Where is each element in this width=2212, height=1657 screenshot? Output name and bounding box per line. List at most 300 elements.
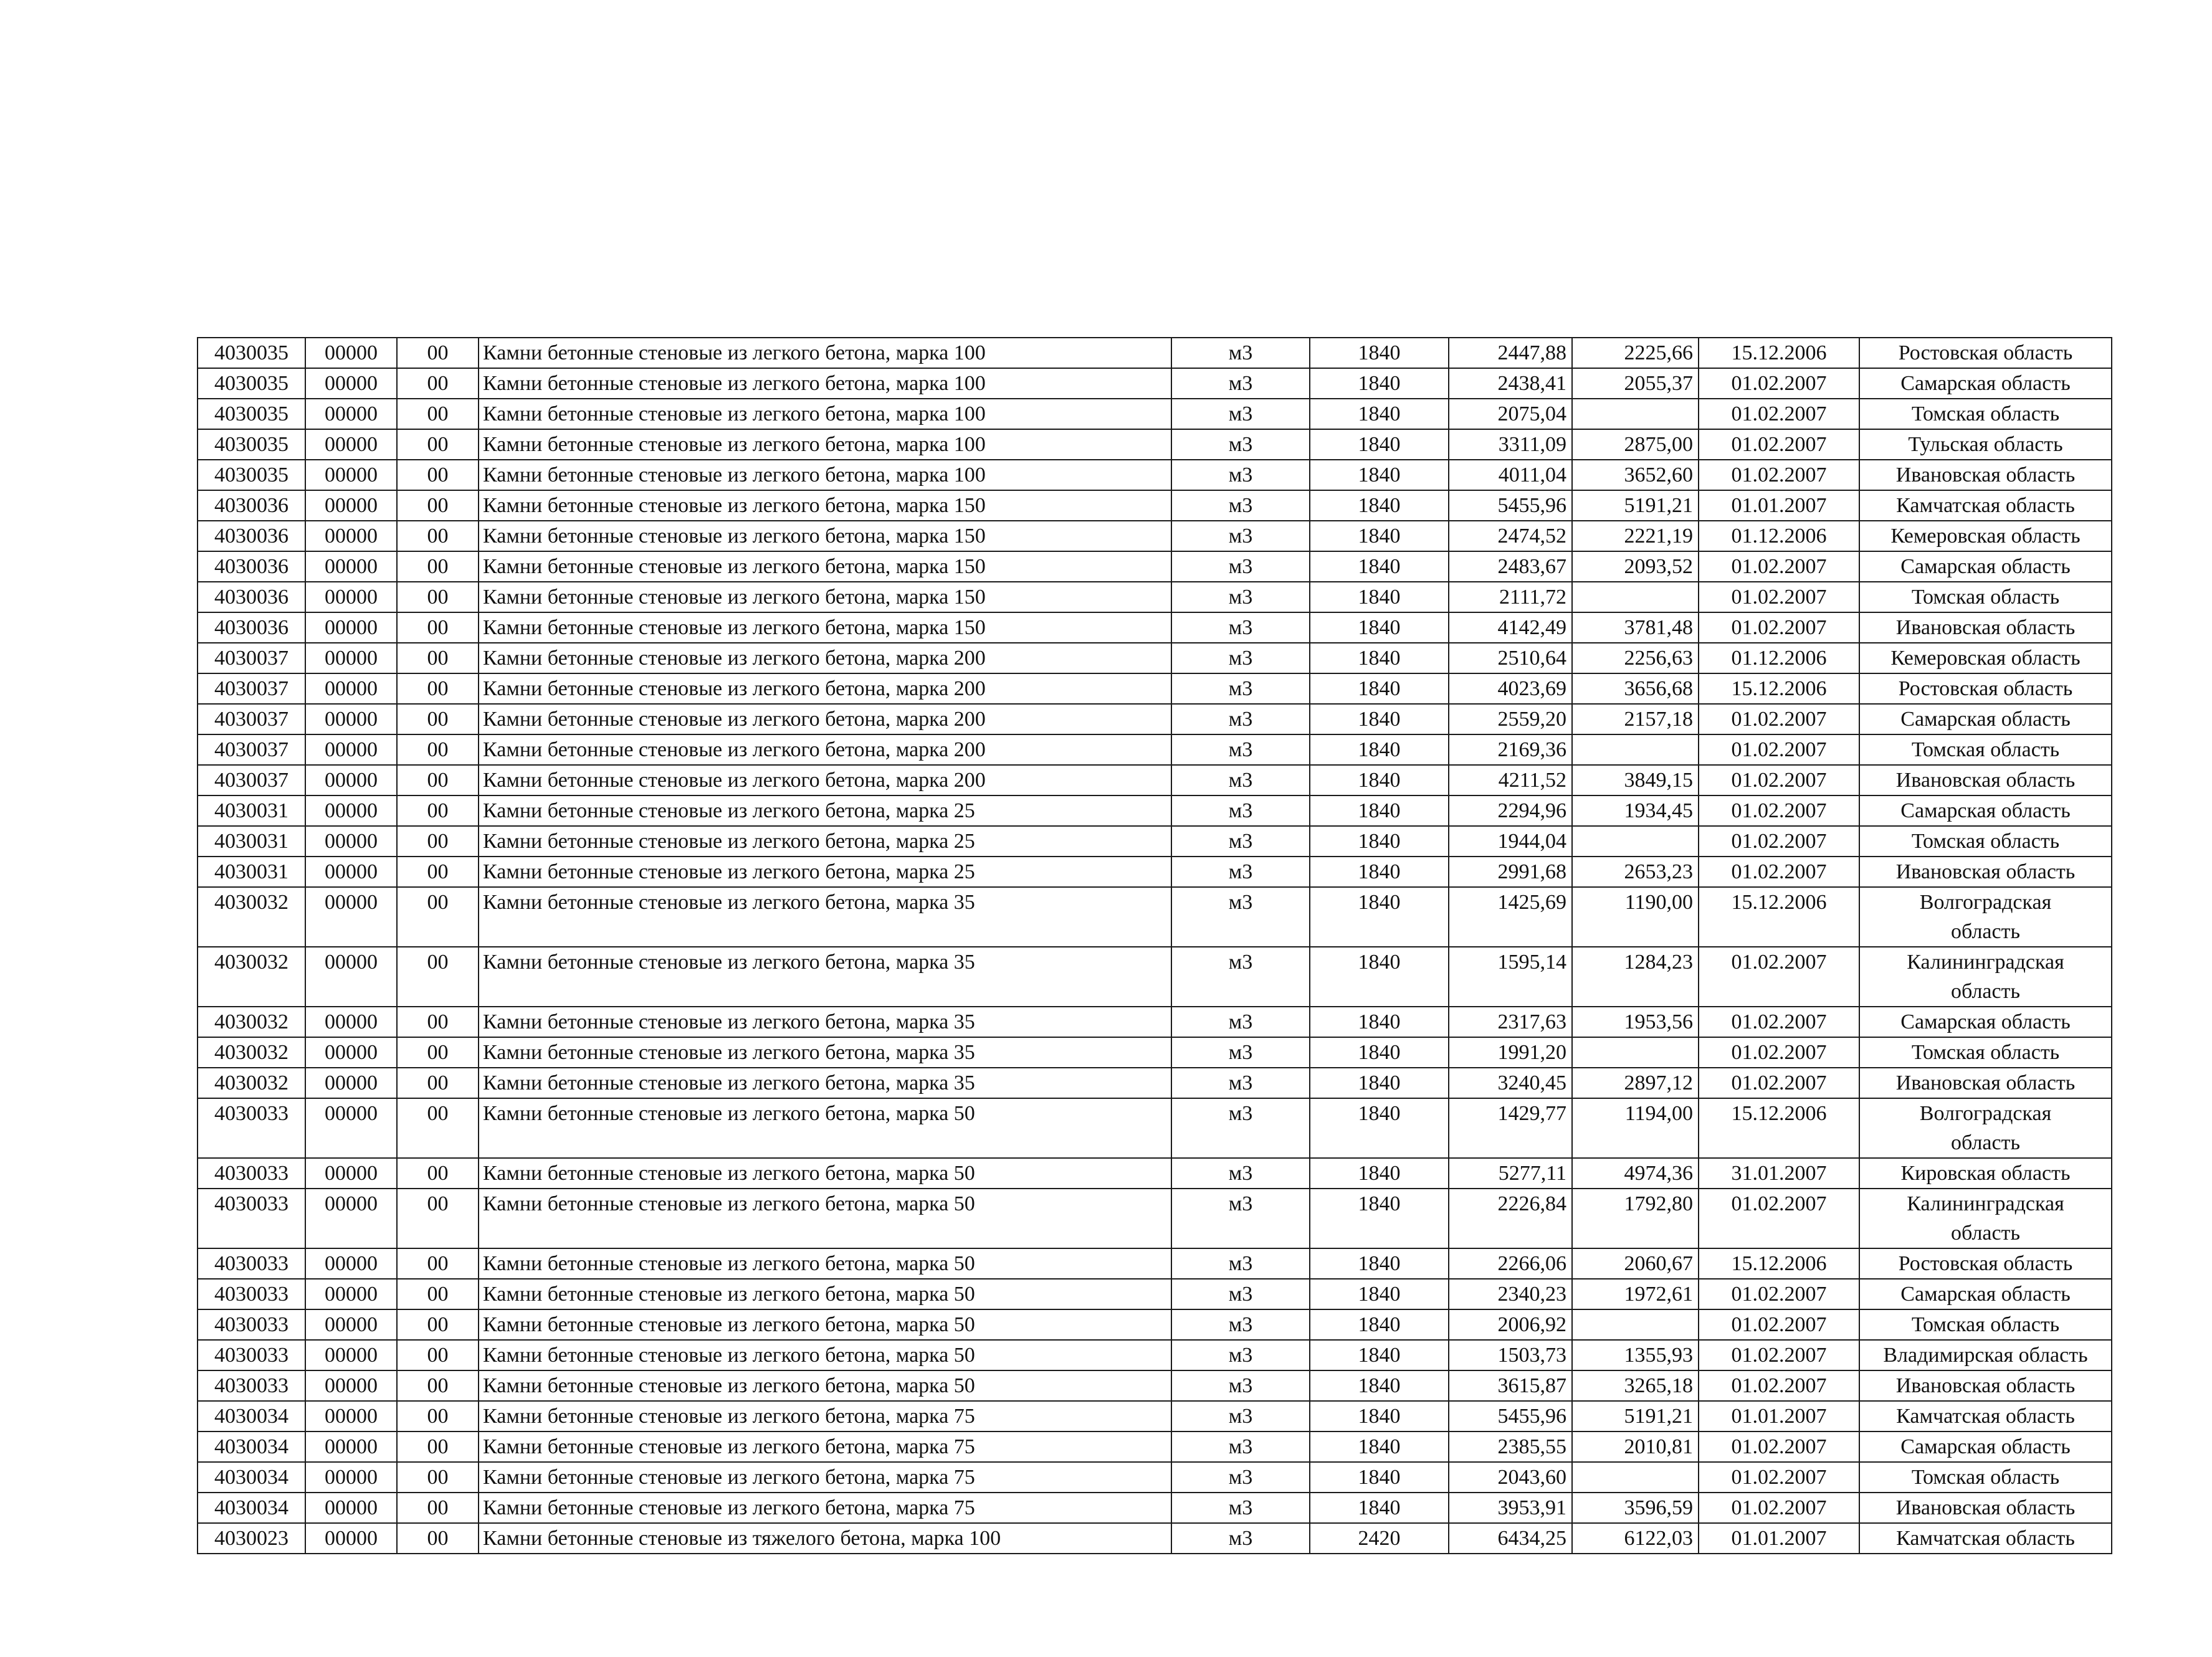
region-cell: Кировская область xyxy=(1859,1158,2112,1189)
price-without-vat-cell: 2256,63 xyxy=(1572,643,1699,673)
index-cell: 00 xyxy=(397,1248,479,1279)
date-cell: 01.02.2007 xyxy=(1699,826,1859,857)
date-cell: 01.01.2007 xyxy=(1699,1401,1859,1431)
item-code-cell: 4030036 xyxy=(198,551,305,582)
subcode-cell: 00000 xyxy=(305,704,397,734)
price-with-vat-cell: 3311,09 xyxy=(1449,429,1572,460)
material-name-cell: Камни бетонные стеновые из тяжелого бетона, марка 100 xyxy=(479,1523,1171,1554)
index-cell: 00 xyxy=(397,1309,479,1340)
date-cell: 01.02.2007 xyxy=(1699,1037,1859,1068)
region-cell: Самарская область xyxy=(1859,1007,2112,1037)
okp-code-cell: 1840 xyxy=(1310,399,1449,429)
price-without-vat-cell xyxy=(1572,1462,1699,1493)
material-name-cell: Камни бетонные стеновые из легкого бетона, марка 150 xyxy=(479,490,1171,521)
table-row xyxy=(198,857,2112,887)
okp-code-cell: 1840 xyxy=(1310,1189,1449,1248)
price-with-vat-cell: 2438,41 xyxy=(1449,368,1572,399)
subcode-cell: 00000 xyxy=(305,1098,397,1158)
date-cell: 01.02.2007 xyxy=(1699,947,1859,1007)
item-code-cell: 4030035 xyxy=(198,338,305,368)
price-with-vat-cell: 1425,69 xyxy=(1449,887,1572,947)
unit-cell: м3 xyxy=(1171,857,1310,887)
index-cell: 00 xyxy=(397,1189,479,1248)
region-cell: Калининградская область xyxy=(1859,1189,2112,1248)
material-name-cell: Камни бетонные стеновые из легкого бетона, марка 100 xyxy=(479,460,1171,490)
price-without-vat-cell xyxy=(1572,1037,1699,1068)
price-without-vat-cell: 3849,15 xyxy=(1572,765,1699,795)
index-cell: 00 xyxy=(397,673,479,704)
table-row xyxy=(198,1309,2112,1340)
date-cell: 15.12.2006 xyxy=(1699,673,1859,704)
okp-code-cell: 1840 xyxy=(1310,1340,1449,1370)
material-name-cell: Камни бетонные стеновые из легкого бетона, марка 35 xyxy=(479,1007,1171,1037)
unit-cell: м3 xyxy=(1171,673,1310,704)
okp-code-cell: 1840 xyxy=(1310,1309,1449,1340)
price-with-vat-cell: 2006,92 xyxy=(1449,1309,1572,1340)
price-with-vat-cell: 2385,55 xyxy=(1449,1431,1572,1462)
region-cell: Томская область xyxy=(1859,399,2112,429)
unit-cell: м3 xyxy=(1171,1431,1310,1462)
index-cell: 00 xyxy=(397,1068,479,1098)
unit-cell: м3 xyxy=(1171,826,1310,857)
material-name-cell: Камни бетонные стеновые из легкого бетона, марка 200 xyxy=(479,643,1171,673)
table-row xyxy=(198,429,2112,460)
okp-code-cell: 1840 xyxy=(1310,1462,1449,1493)
item-code-cell: 4030035 xyxy=(198,429,305,460)
region-cell: Самарская область xyxy=(1859,1431,2112,1462)
subcode-cell: 00000 xyxy=(305,582,397,612)
material-name-cell: Камни бетонные стеновые из легкого бетона, марка 75 xyxy=(479,1431,1171,1462)
price-with-vat-cell: 2317,63 xyxy=(1449,1007,1572,1037)
okp-code-cell: 1840 xyxy=(1310,612,1449,643)
table-row xyxy=(198,947,2112,1007)
unit-cell: м3 xyxy=(1171,1037,1310,1068)
item-code-cell: 4030037 xyxy=(198,765,305,795)
item-code-cell: 4030035 xyxy=(198,399,305,429)
subcode-cell: 00000 xyxy=(305,673,397,704)
unit-cell: м3 xyxy=(1171,1493,1310,1523)
region-cell: Ростовская область xyxy=(1859,673,2112,704)
region-cell: Ивановская область xyxy=(1859,1068,2112,1098)
item-code-cell: 4030037 xyxy=(198,673,305,704)
price-without-vat-cell xyxy=(1572,399,1699,429)
unit-cell: м3 xyxy=(1171,765,1310,795)
table-row xyxy=(198,1523,2112,1554)
date-cell: 01.02.2007 xyxy=(1699,612,1859,643)
region-cell: Томская область xyxy=(1859,582,2112,612)
price-without-vat-cell: 2093,52 xyxy=(1572,551,1699,582)
price-with-vat-cell: 2226,84 xyxy=(1449,1189,1572,1248)
item-code-cell: 4030031 xyxy=(198,795,305,826)
unit-cell: м3 xyxy=(1171,1279,1310,1309)
unit-cell: м3 xyxy=(1171,1523,1310,1554)
subcode-cell: 00000 xyxy=(305,338,397,368)
date-cell: 31.01.2007 xyxy=(1699,1158,1859,1189)
price-with-vat-cell: 5277,11 xyxy=(1449,1158,1572,1189)
subcode-cell: 00000 xyxy=(305,826,397,857)
region-cell: Самарская область xyxy=(1859,551,2112,582)
date-cell: 01.02.2007 xyxy=(1699,1340,1859,1370)
price-with-vat-cell: 2447,88 xyxy=(1449,338,1572,368)
index-cell: 00 xyxy=(397,490,479,521)
date-cell: 01.02.2007 xyxy=(1699,1370,1859,1401)
subcode-cell: 00000 xyxy=(305,1309,397,1340)
okp-code-cell: 1840 xyxy=(1310,582,1449,612)
price-without-vat-cell xyxy=(1572,1309,1699,1340)
price-with-vat-cell: 3615,87 xyxy=(1449,1370,1572,1401)
unit-cell: м3 xyxy=(1171,399,1310,429)
subcode-cell: 00000 xyxy=(305,1370,397,1401)
item-code-cell: 4030032 xyxy=(198,1007,305,1037)
price-without-vat-cell: 5191,21 xyxy=(1572,490,1699,521)
unit-cell: м3 xyxy=(1171,490,1310,521)
item-code-cell: 4030032 xyxy=(198,1068,305,1098)
subcode-cell: 00000 xyxy=(305,1037,397,1068)
price-without-vat-cell: 1792,80 xyxy=(1572,1189,1699,1248)
unit-cell: м3 xyxy=(1171,1370,1310,1401)
okp-code-cell: 1840 xyxy=(1310,947,1449,1007)
table-row xyxy=(198,1158,2112,1189)
price-without-vat-cell: 1953,56 xyxy=(1572,1007,1699,1037)
price-with-vat-cell: 2075,04 xyxy=(1449,399,1572,429)
price-without-vat-cell: 2653,23 xyxy=(1572,857,1699,887)
item-code-cell: 4030036 xyxy=(198,521,305,551)
table-row xyxy=(198,551,2112,582)
subcode-cell: 00000 xyxy=(305,887,397,947)
region-cell: Ивановская область xyxy=(1859,1493,2112,1523)
region-cell: Кемеровская область xyxy=(1859,643,2112,673)
price-without-vat-cell: 1194,00 xyxy=(1572,1098,1699,1158)
price-without-vat-cell: 2055,37 xyxy=(1572,368,1699,399)
region-cell: Ростовская область xyxy=(1859,1248,2112,1279)
subcode-cell: 00000 xyxy=(305,1279,397,1309)
region-cell: Камчатская область xyxy=(1859,1523,2112,1554)
index-cell: 00 xyxy=(397,1431,479,1462)
price-without-vat-cell: 2010,81 xyxy=(1572,1431,1699,1462)
table-row xyxy=(198,1462,2112,1493)
subcode-cell: 00000 xyxy=(305,368,397,399)
material-name-cell: Камни бетонные стеновые из легкого бетона, марка 25 xyxy=(479,795,1171,826)
table-row xyxy=(198,612,2112,643)
price-without-vat-cell xyxy=(1572,582,1699,612)
material-name-cell: Камни бетонные стеновые из легкого бетона, марка 100 xyxy=(479,338,1171,368)
index-cell: 00 xyxy=(397,643,479,673)
region-cell: Владимирская область xyxy=(1859,1340,2112,1370)
material-name-cell: Камни бетонные стеновые из легкого бетона, марка 35 xyxy=(479,887,1171,947)
subcode-cell: 00000 xyxy=(305,765,397,795)
subcode-cell: 00000 xyxy=(305,734,397,765)
item-code-cell: 4030036 xyxy=(198,582,305,612)
date-cell: 01.02.2007 xyxy=(1699,795,1859,826)
unit-cell: м3 xyxy=(1171,429,1310,460)
index-cell: 00 xyxy=(397,338,479,368)
table-row xyxy=(198,399,2112,429)
date-cell: 01.12.2006 xyxy=(1699,643,1859,673)
region-cell: Калининградская область xyxy=(1859,947,2112,1007)
date-cell: 01.02.2007 xyxy=(1699,765,1859,795)
material-name-cell: Камни бетонные стеновые из легкого бетона, марка 150 xyxy=(479,551,1171,582)
subcode-cell: 00000 xyxy=(305,1431,397,1462)
item-code-cell: 4030037 xyxy=(198,643,305,673)
price-with-vat-cell: 4023,69 xyxy=(1449,673,1572,704)
price-without-vat-cell: 6122,03 xyxy=(1572,1523,1699,1554)
index-cell: 00 xyxy=(397,1401,479,1431)
price-with-vat-cell: 4011,04 xyxy=(1449,460,1572,490)
item-code-cell: 4030033 xyxy=(198,1309,305,1340)
okp-code-cell: 1840 xyxy=(1310,1037,1449,1068)
subcode-cell: 00000 xyxy=(305,947,397,1007)
price-without-vat-cell: 3265,18 xyxy=(1572,1370,1699,1401)
price-with-vat-cell: 5455,96 xyxy=(1449,1401,1572,1431)
price-without-vat-cell: 3656,68 xyxy=(1572,673,1699,704)
index-cell: 00 xyxy=(397,704,479,734)
unit-cell: м3 xyxy=(1171,1340,1310,1370)
subcode-cell: 00000 xyxy=(305,612,397,643)
date-cell: 15.12.2006 xyxy=(1699,338,1859,368)
item-code-cell: 4030033 xyxy=(198,1248,305,1279)
unit-cell: м3 xyxy=(1171,460,1310,490)
okp-code-cell: 1840 xyxy=(1310,857,1449,887)
index-cell: 00 xyxy=(397,1462,479,1493)
unit-cell: м3 xyxy=(1171,612,1310,643)
price-with-vat-cell: 6434,25 xyxy=(1449,1523,1572,1554)
subcode-cell: 00000 xyxy=(305,1189,397,1248)
index-cell: 00 xyxy=(397,1523,479,1554)
index-cell: 00 xyxy=(397,460,479,490)
unit-cell: м3 xyxy=(1171,1007,1310,1037)
date-cell: 01.02.2007 xyxy=(1699,1007,1859,1037)
okp-code-cell: 1840 xyxy=(1310,1158,1449,1189)
index-cell: 00 xyxy=(397,1158,479,1189)
unit-cell: м3 xyxy=(1171,887,1310,947)
date-cell: 01.02.2007 xyxy=(1699,582,1859,612)
date-cell: 01.02.2007 xyxy=(1699,1493,1859,1523)
okp-code-cell: 1840 xyxy=(1310,1493,1449,1523)
okp-code-cell: 1840 xyxy=(1310,338,1449,368)
okp-code-cell: 1840 xyxy=(1310,521,1449,551)
index-cell: 00 xyxy=(397,1340,479,1370)
material-name-cell: Камни бетонные стеновые из легкого бетона, марка 50 xyxy=(479,1248,1171,1279)
table-row xyxy=(198,582,2112,612)
price-with-vat-cell: 4211,52 xyxy=(1449,765,1572,795)
table-row xyxy=(198,1340,2112,1370)
table-row xyxy=(198,1007,2112,1037)
price-without-vat-cell xyxy=(1572,826,1699,857)
item-code-cell: 4030033 xyxy=(198,1279,305,1309)
subcode-cell: 00000 xyxy=(305,551,397,582)
region-cell: Волгоградская область xyxy=(1859,887,2112,947)
subcode-cell: 00000 xyxy=(305,1493,397,1523)
subcode-cell: 00000 xyxy=(305,521,397,551)
item-code-cell: 4030031 xyxy=(198,826,305,857)
material-name-cell: Камни бетонные стеновые из легкого бетона, марка 50 xyxy=(479,1279,1171,1309)
material-name-cell: Камни бетонные стеновые из легкого бетона, марка 200 xyxy=(479,765,1171,795)
table-row xyxy=(198,765,2112,795)
unit-cell: м3 xyxy=(1171,1098,1310,1158)
index-cell: 00 xyxy=(397,857,479,887)
region-cell: Ивановская область xyxy=(1859,612,2112,643)
index-cell: 00 xyxy=(397,429,479,460)
price-with-vat-cell: 2294,96 xyxy=(1449,795,1572,826)
date-cell: 15.12.2006 xyxy=(1699,1248,1859,1279)
okp-code-cell: 1840 xyxy=(1310,1007,1449,1037)
okp-code-cell: 1840 xyxy=(1310,1279,1449,1309)
region-cell: Томская область xyxy=(1859,1462,2112,1493)
unit-cell: м3 xyxy=(1171,582,1310,612)
price-without-vat-cell: 5191,21 xyxy=(1572,1401,1699,1431)
subcode-cell: 00000 xyxy=(305,1340,397,1370)
material-name-cell: Камни бетонные стеновые из легкого бетона, марка 50 xyxy=(479,1189,1171,1248)
unit-cell: м3 xyxy=(1171,704,1310,734)
okp-code-cell: 1840 xyxy=(1310,1431,1449,1462)
index-cell: 00 xyxy=(397,1370,479,1401)
okp-code-cell: 1840 xyxy=(1310,1098,1449,1158)
okp-code-cell: 1840 xyxy=(1310,795,1449,826)
table-row xyxy=(198,1279,2112,1309)
item-code-cell: 4030032 xyxy=(198,947,305,1007)
okp-code-cell: 1840 xyxy=(1310,1370,1449,1401)
region-cell: Самарская область xyxy=(1859,704,2112,734)
date-cell: 15.12.2006 xyxy=(1699,887,1859,947)
index-cell: 00 xyxy=(397,1279,479,1309)
index-cell: 00 xyxy=(397,795,479,826)
price-with-vat-cell: 1429,77 xyxy=(1449,1098,1572,1158)
region-cell: Томская область xyxy=(1859,826,2112,857)
table-row xyxy=(198,795,2112,826)
index-cell: 00 xyxy=(397,612,479,643)
region-cell: Ивановская область xyxy=(1859,857,2112,887)
index-cell: 00 xyxy=(397,582,479,612)
region-cell: Томская область xyxy=(1859,1309,2112,1340)
table-row xyxy=(198,338,2112,368)
price-with-vat-cell: 1944,04 xyxy=(1449,826,1572,857)
okp-code-cell: 1840 xyxy=(1310,1248,1449,1279)
price-with-vat-cell: 2340,23 xyxy=(1449,1279,1572,1309)
table-row xyxy=(198,1098,2112,1158)
item-code-cell: 4030033 xyxy=(198,1098,305,1158)
material-name-cell: Камни бетонные стеновые из легкого бетона, марка 200 xyxy=(479,673,1171,704)
okp-code-cell: 1840 xyxy=(1310,673,1449,704)
material-name-cell: Камни бетонные стеновые из легкого бетона, марка 150 xyxy=(479,612,1171,643)
subcode-cell: 00000 xyxy=(305,399,397,429)
item-code-cell: 4030031 xyxy=(198,857,305,887)
price-with-vat-cell: 5455,96 xyxy=(1449,490,1572,521)
table-row xyxy=(198,826,2112,857)
table-row xyxy=(198,704,2112,734)
item-code-cell: 4030033 xyxy=(198,1158,305,1189)
material-name-cell: Камни бетонные стеновые из легкого бетона, марка 50 xyxy=(479,1098,1171,1158)
price-with-vat-cell: 2483,67 xyxy=(1449,551,1572,582)
unit-cell: м3 xyxy=(1171,1309,1310,1340)
subcode-cell: 00000 xyxy=(305,1158,397,1189)
table-row xyxy=(198,490,2112,521)
item-code-cell: 4030034 xyxy=(198,1401,305,1431)
date-cell: 01.02.2007 xyxy=(1699,734,1859,765)
subcode-cell: 00000 xyxy=(305,1068,397,1098)
unit-cell: м3 xyxy=(1171,1401,1310,1431)
date-cell: 01.02.2007 xyxy=(1699,1189,1859,1248)
okp-code-cell: 1840 xyxy=(1310,826,1449,857)
item-code-cell: 4030035 xyxy=(198,460,305,490)
index-cell: 00 xyxy=(397,765,479,795)
item-code-cell: 4030034 xyxy=(198,1493,305,1523)
date-cell: 01.02.2007 xyxy=(1699,1309,1859,1340)
price-without-vat-cell: 2060,67 xyxy=(1572,1248,1699,1279)
item-code-cell: 4030033 xyxy=(198,1340,305,1370)
table-row xyxy=(198,1037,2112,1068)
subcode-cell: 00000 xyxy=(305,1007,397,1037)
region-cell: Камчатская область xyxy=(1859,490,2112,521)
date-cell: 01.02.2007 xyxy=(1699,551,1859,582)
date-cell: 01.02.2007 xyxy=(1699,857,1859,887)
unit-cell: м3 xyxy=(1171,1068,1310,1098)
material-name-cell: Камни бетонные стеновые из легкого бетона, марка 25 xyxy=(479,826,1171,857)
price-without-vat-cell: 3596,59 xyxy=(1572,1493,1699,1523)
unit-cell: м3 xyxy=(1171,1189,1310,1248)
material-name-cell: Камни бетонные стеновые из легкого бетона, марка 75 xyxy=(479,1493,1171,1523)
region-cell: Самарская область xyxy=(1859,795,2112,826)
index-cell: 00 xyxy=(397,1493,479,1523)
material-name-cell: Камни бетонные стеновые из легкого бетона, марка 100 xyxy=(479,429,1171,460)
item-code-cell: 4030036 xyxy=(198,490,305,521)
price-with-vat-cell: 2266,06 xyxy=(1449,1248,1572,1279)
date-cell: 01.02.2007 xyxy=(1699,399,1859,429)
price-without-vat-cell: 1284,23 xyxy=(1572,947,1699,1007)
price-with-vat-cell: 1595,14 xyxy=(1449,947,1572,1007)
unit-cell: м3 xyxy=(1171,521,1310,551)
okp-code-cell: 2420 xyxy=(1310,1523,1449,1554)
price-table xyxy=(197,337,2112,1554)
unit-cell: м3 xyxy=(1171,1248,1310,1279)
okp-code-cell: 1840 xyxy=(1310,368,1449,399)
material-name-cell: Камни бетонные стеновые из легкого бетона, марка 35 xyxy=(479,947,1171,1007)
subcode-cell: 00000 xyxy=(305,795,397,826)
material-name-cell: Камни бетонные стеновые из легкого бетона, марка 100 xyxy=(479,399,1171,429)
region-cell: Самарская область xyxy=(1859,1279,2112,1309)
okp-code-cell: 1840 xyxy=(1310,1068,1449,1098)
material-name-cell: Камни бетонные стеновые из легкого бетона, марка 35 xyxy=(479,1037,1171,1068)
table-row xyxy=(198,1370,2112,1401)
unit-cell: м3 xyxy=(1171,368,1310,399)
price-without-vat-cell: 1934,45 xyxy=(1572,795,1699,826)
material-name-cell: Камни бетонные стеновые из легкого бетона, марка 100 xyxy=(479,368,1171,399)
date-cell: 01.02.2007 xyxy=(1699,1279,1859,1309)
unit-cell: м3 xyxy=(1171,1158,1310,1189)
material-name-cell: Камни бетонные стеновые из легкого бетона, марка 75 xyxy=(479,1401,1171,1431)
subcode-cell: 00000 xyxy=(305,857,397,887)
item-code-cell: 4030036 xyxy=(198,612,305,643)
price-with-vat-cell: 2043,60 xyxy=(1449,1462,1572,1493)
price-with-vat-cell: 3953,91 xyxy=(1449,1493,1572,1523)
index-cell: 00 xyxy=(397,551,479,582)
item-code-cell: 4030037 xyxy=(198,704,305,734)
material-name-cell: Камни бетонные стеновые из легкого бетона, марка 50 xyxy=(479,1309,1171,1340)
table-row xyxy=(198,673,2112,704)
material-name-cell: Камни бетонные стеновые из легкого бетона, марка 35 xyxy=(479,1068,1171,1098)
okp-code-cell: 1840 xyxy=(1310,734,1449,765)
price-with-vat-cell: 3240,45 xyxy=(1449,1068,1572,1098)
region-cell: Ростовская область xyxy=(1859,338,2112,368)
item-code-cell: 4030023 xyxy=(198,1523,305,1554)
table-row xyxy=(198,460,2112,490)
date-cell: 01.01.2007 xyxy=(1699,1523,1859,1554)
price-without-vat-cell: 2897,12 xyxy=(1572,1068,1699,1098)
index-cell: 00 xyxy=(397,826,479,857)
material-name-cell: Камни бетонные стеновые из легкого бетона, марка 150 xyxy=(479,521,1171,551)
table-row xyxy=(198,368,2112,399)
material-name-cell: Камни бетонные стеновые из легкого бетона, марка 25 xyxy=(479,857,1171,887)
subcode-cell: 00000 xyxy=(305,490,397,521)
